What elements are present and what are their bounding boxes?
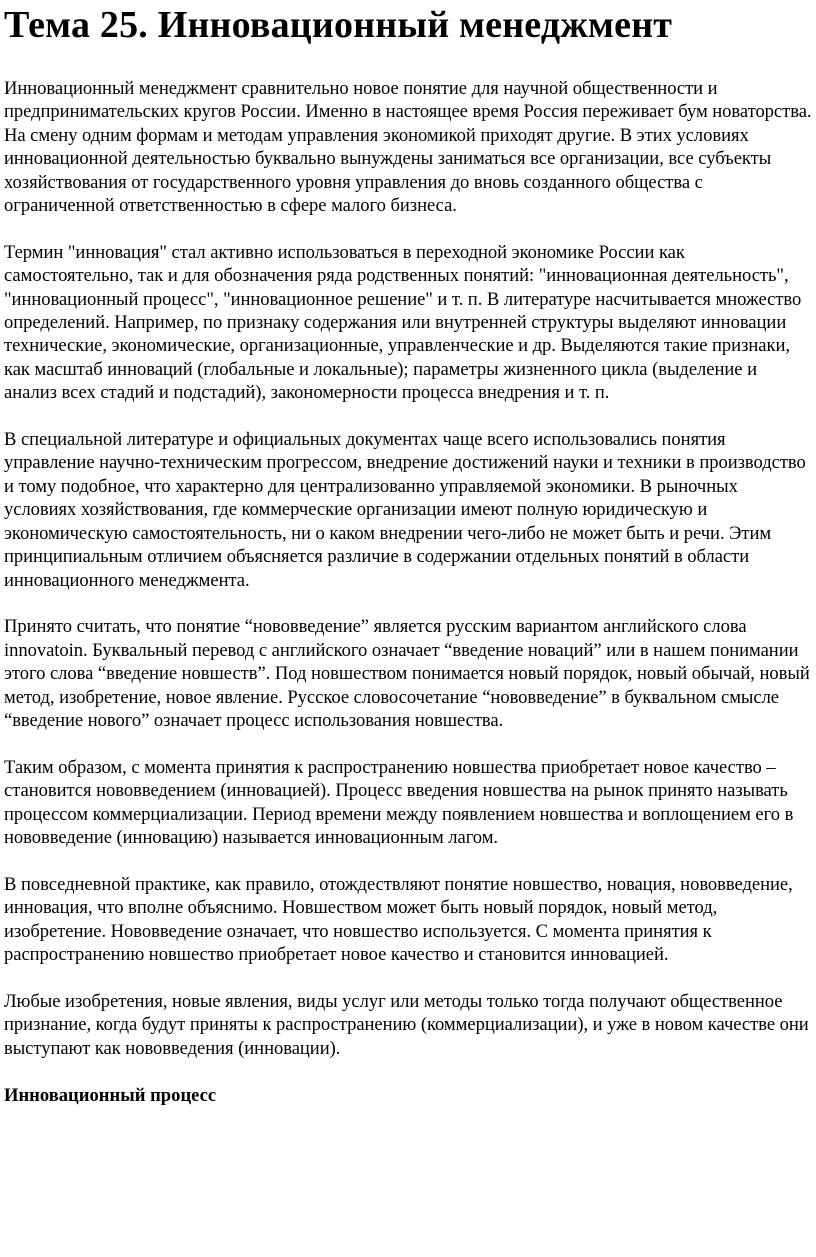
page-title: Тема 25. Инновационный менеджмент bbox=[4, 4, 673, 46]
paragraph-intro: Инновационный менеджмент сравнительно новое понятие для научной общественности и предпринимательских кругов России. Именно в настоящее время Россия переживает бум новаторства. На смену одним формам и методам управления экономикой приходят другие. В этих условиях инновационной деятельностью буквально вынуждены заниматься все организации, все субъекты хозяйствования от государственного уровня управления до вновь созданного общества с ограниченной ответственностью в сфере малого бизнеса. bbox=[4, 78, 812, 217]
paragraph-everyday-practice: В повседневной практике, как правило, отождествляют понятие новшество, новация, нововведение, инновация, что вполне объяснимо. Новшеством может быть новый порядок, новый метод, изобретение. Нововведение означает, что новшество используется. С момента принятия к распространению новшество приобретает новое качество и становится инновацией. bbox=[4, 873, 793, 965]
section-heading: Инновационный процесс bbox=[4, 1084, 217, 1106]
paragraph-recognition: Любые изобретения, новые явления, виды услуг или методы только тогда получают общественное признание, когда будут приняты к распространению (коммерциализации), и уже в новом качестве они выступают как нововведения (инновации). bbox=[4, 990, 809, 1059]
paragraph-term-innovation: Термин "инновация" стал активно использоваться в переходной экономике России как самостоятельно, так и для обозначения ряда родственных понятий: "инновационная деятельность", "инновационный процесс", "инновационное решение" и т. п. В литературе насчитывается множество определений. Например, по признаку содержания или внутренней структуры выделяют инновации технические, экономические, организационные, управленческие и др. Выделяются такие признаки, как масштаб инноваций (глобальные и локальные); параметры жизненного цикла (выделение и анализ всех стадий и подстадий), закономерности процесса внедрения и т. п. bbox=[4, 241, 802, 404]
paragraph-literature: В специальной литературе и официальных документах чаще всего использовались понятия управление научно-техническим прогрессом, внедрение достижений науки и техники в производство и тому подобное, что характерно для централизованно управляемой экономики. В рыночных условиях хозяйствования, где коммерческие организации имеют полную юридическую и экономическую самостоятельность, ни о каком внедрении чего-либо не может быть и речи. Этим принципиальным отличием объясняется различие в содержании отдельных понятий в области инновационного менеджмента. bbox=[4, 429, 806, 591]
paragraph-novelty-definition: Принято считать, что понятие “нововведение” является русским вариантом английского слова innovatoin. Буквальный перевод с английского означает “введение новаций” или в нашем понимании этого слова “введение новшеств”. Под новшеством понимается новый порядок, новый обычай, новый метод, изобретение, новое явление. Русское словосочетание “нововведение” в буквальном смысле “введение нового” означает процесс использования новшества. bbox=[4, 616, 810, 731]
paragraph-commercialization: Таким образом, с момента принятия к распространению новшества приобретает новое качество – становится нововведением (инновацией). Процесс введения новшества на рынок принято называть процессом коммерциализации. Период времени между появлением новшества и воплощением его в нововведение (инновацию) называется инновационным лагом. bbox=[4, 756, 794, 848]
